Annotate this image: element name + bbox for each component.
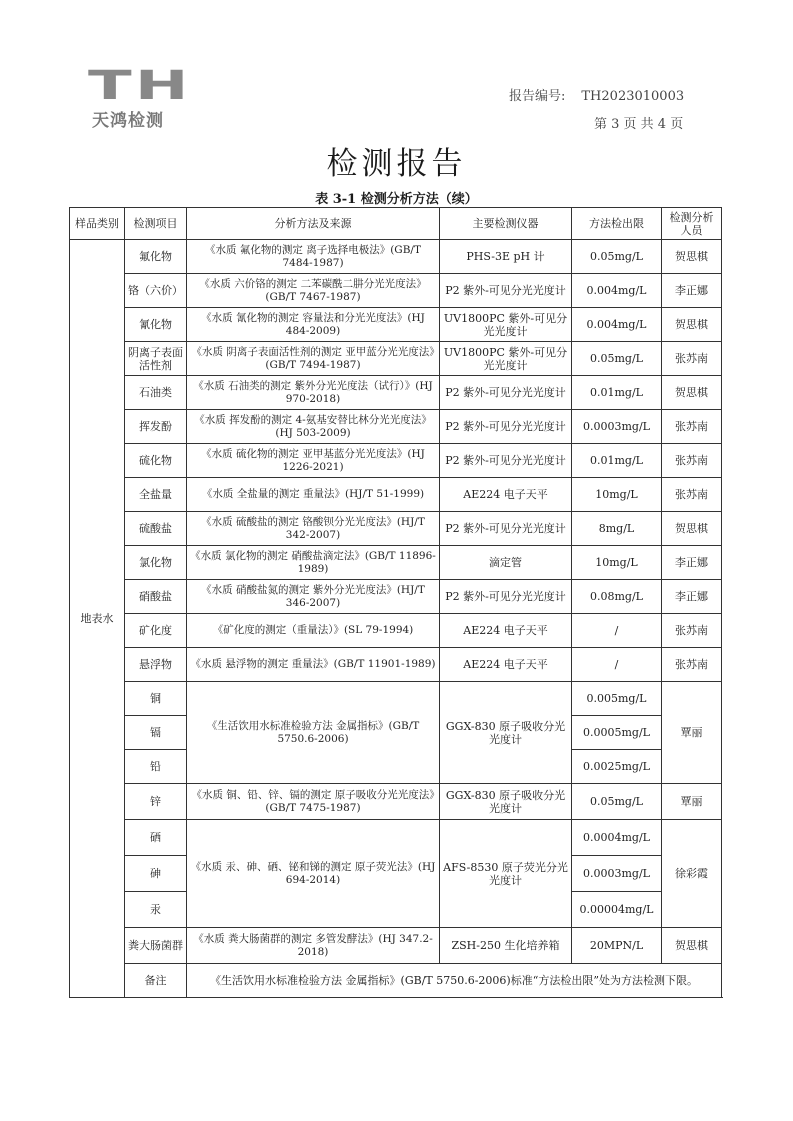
- limit-cell: 0.00004mg/L: [572, 892, 662, 928]
- item-cell: 粪大肠菌群: [125, 928, 187, 964]
- instrument-cell: AE224 电子天平: [440, 648, 572, 682]
- method-cell: 《水质 粪大肠菌群的测定 多管发酵法》(HJ 347.2-2018): [187, 928, 440, 964]
- table-row: [70, 648, 722, 682]
- analyst-cell: 李正娜: [662, 580, 722, 614]
- logo-mark: TH: [88, 63, 192, 109]
- item-cell: 砷: [125, 856, 187, 892]
- method-cell: 《生活饮用水标准检验方法 金属指标》(GB/T 5750.6-2006): [187, 682, 440, 784]
- limit-cell: 10mg/L: [572, 478, 662, 512]
- report-number: [509, 85, 684, 104]
- instrument-cell: GGX-830 原子吸收分光光度计: [440, 784, 572, 820]
- analyst-cell: 贺思棋: [662, 308, 722, 342]
- table-row: [70, 682, 722, 716]
- item-cell: 硒: [125, 820, 187, 856]
- table-row: [70, 274, 722, 308]
- report-title: 检测报告: [326, 146, 467, 182]
- method-cell: 《矿化度的测定（重量法）》(SL 79-1994): [187, 614, 440, 648]
- instrument-cell: AE224 电子天平: [440, 614, 572, 648]
- limit-cell: 0.08mg/L: [572, 580, 662, 614]
- item-cell: 硫酸盐: [125, 512, 187, 546]
- item-cell: 硫化物: [125, 444, 187, 478]
- analyst-cell: 李正娜: [662, 546, 722, 580]
- method-cell: 《水质 氰化物的测定 容量法和分光光度法》(HJ 484-2009): [187, 308, 440, 342]
- table-row: [70, 614, 722, 648]
- limit-cell: 20MPN/L: [572, 928, 662, 964]
- instrument-cell: P2 紫外-可见分光光度计: [440, 376, 572, 410]
- table-header-row: [70, 208, 722, 240]
- method-cell: 《水质 硝酸盐氮的测定 紫外分光光度法》(HJ/T 346-2007): [187, 580, 440, 614]
- limit-cell: 0.05mg/L: [572, 784, 662, 820]
- col-header: 样品类别: [70, 208, 125, 240]
- table-row: [70, 820, 722, 856]
- item-cell: 汞: [125, 892, 187, 928]
- method-cell: 《水质 挥发酚的测定 4-氨基安替比林分光光度法》(HJ 503-2009): [187, 410, 440, 444]
- item-cell: 镉: [125, 716, 187, 750]
- method-cell: 《水质 氯化物的测定 硝酸盐滴定法》(GB/T 11896-1989): [187, 546, 440, 580]
- method-cell: 《水质 铜、铅、锌、镉的测定 原子吸收分光光度法》(GB/T 7475-1987): [187, 784, 440, 820]
- report-number-label: 报告编号:: [509, 89, 566, 104]
- analyst-cell: 张苏南: [662, 410, 722, 444]
- analyst-cell: 李正娜: [662, 274, 722, 308]
- table-row: [70, 928, 722, 964]
- col-header: 检测分析人员: [662, 208, 722, 240]
- instrument-cell: P2 紫外-可见分光光度计: [440, 410, 572, 444]
- instrument-cell: GGX-830 原子吸收分光光度计: [440, 682, 572, 784]
- col-header: 分析方法及来源: [187, 208, 440, 240]
- analyst-cell: 张苏南: [662, 444, 722, 478]
- table-row: [70, 580, 722, 614]
- method-cell: 《水质 硫化物的测定 亚甲基蓝分光光度法》(HJ 1226-2021): [187, 444, 440, 478]
- limit-cell: 0.0005mg/L: [572, 716, 662, 750]
- instrument-cell: PHS-3E pH 计: [440, 240, 572, 274]
- logo-text: 天鸿检测: [92, 111, 164, 131]
- method-cell: 《水质 汞、砷、硒、铋和锑的测定 原子荧光法》(HJ 694-2014): [187, 820, 440, 928]
- note-text: 《生活饮用水标准检验方法 金属指标》(GB/T 5750.6-2006)标准“方法检出限”处为方法检测下限。: [187, 964, 722, 998]
- limit-cell: 0.0004mg/L: [572, 820, 662, 856]
- table-row: [70, 308, 722, 342]
- analyst-cell: 贺思棋: [662, 928, 722, 964]
- company-logo: [88, 63, 213, 131]
- limit-cell: 0.005mg/L: [572, 682, 662, 716]
- limit-cell: /: [572, 614, 662, 648]
- method-cell: 《水质 全盐量的测定 重量法》(HJ/T 51-1999): [187, 478, 440, 512]
- instrument-cell: ZSH-250 生化培养箱: [440, 928, 572, 964]
- item-cell: 悬浮物: [125, 648, 187, 682]
- limit-cell: /: [572, 648, 662, 682]
- table-row: [70, 546, 722, 580]
- page-info: 第 3 页 共 4 页: [594, 117, 684, 132]
- limit-cell: 0.0003mg/L: [572, 856, 662, 892]
- item-cell: 挥发酚: [125, 410, 187, 444]
- analyst-cell: 张苏南: [662, 648, 722, 682]
- limit-cell: 0.004mg/L: [572, 308, 662, 342]
- instrument-cell: UV1800PC 紫外-可见分光光度计: [440, 308, 572, 342]
- table-row: [70, 342, 722, 376]
- item-cell: 铜: [125, 682, 187, 716]
- analyst-cell: 徐彩霞: [662, 820, 722, 928]
- limit-cell: 8mg/L: [572, 512, 662, 546]
- limit-cell: 0.05mg/L: [572, 342, 662, 376]
- item-cell: 全盐量: [125, 478, 187, 512]
- limit-cell: 10mg/L: [572, 546, 662, 580]
- limit-cell: 0.05mg/L: [572, 240, 662, 274]
- item-cell: 铅: [125, 750, 187, 784]
- instrument-cell: AE224 电子天平: [440, 478, 572, 512]
- analyst-cell: 张苏南: [662, 478, 722, 512]
- table-row: [70, 444, 722, 478]
- method-table: [69, 207, 722, 998]
- method-cell: 《水质 石油类的测定 紫外分光光度法（试行）》(HJ 970-2018): [187, 376, 440, 410]
- instrument-cell: 滴定管: [440, 546, 572, 580]
- analyst-cell: 贺思棋: [662, 376, 722, 410]
- analyst-cell: 贺思棋: [662, 512, 722, 546]
- item-cell: 锌: [125, 784, 187, 820]
- instrument-cell: UV1800PC 紫外-可见分光光度计: [440, 342, 572, 376]
- item-cell: 硝酸盐: [125, 580, 187, 614]
- analyst-cell: 贺思棋: [662, 240, 722, 274]
- item-cell: 氯化物: [125, 546, 187, 580]
- method-cell: 《水质 悬浮物的测定 重量法》(GB/T 11901-1989): [187, 648, 440, 682]
- table-row: [70, 240, 722, 274]
- sample-category: 地表水: [70, 240, 125, 998]
- limit-cell: 0.01mg/L: [572, 376, 662, 410]
- table-row: [70, 512, 722, 546]
- limit-cell: 0.01mg/L: [572, 444, 662, 478]
- note-row: [70, 964, 722, 998]
- instrument-cell: P2 紫外-可见分光光度计: [440, 274, 572, 308]
- method-cell: 《水质 六价铬的测定 二苯碳酰二肼分光光度法》(GB/T 7467-1987): [187, 274, 440, 308]
- item-cell: 石油类: [125, 376, 187, 410]
- analyst-cell: 张苏南: [662, 342, 722, 376]
- table-row: [70, 410, 722, 444]
- item-cell: 阴离子表面活性剂: [125, 342, 187, 376]
- col-header: 检测项目: [125, 208, 187, 240]
- col-header: 方法检出限: [572, 208, 662, 240]
- report-number-value: TH2023010003: [581, 89, 685, 104]
- analyst-cell: 覃丽: [662, 784, 722, 820]
- limit-cell: 0.0025mg/L: [572, 750, 662, 784]
- instrument-cell: AFS-8530 原子荧光分光光度计: [440, 820, 572, 928]
- instrument-cell: P2 紫外-可见分光光度计: [440, 444, 572, 478]
- limit-cell: 0.0003mg/L: [572, 410, 662, 444]
- instrument-cell: P2 紫外-可见分光光度计: [440, 580, 572, 614]
- item-cell: 氟化物: [125, 240, 187, 274]
- note-label: 备注: [125, 964, 187, 998]
- col-header: 主要检测仪器: [440, 208, 572, 240]
- table-row: [70, 784, 722, 820]
- table-title: 表 3-1 检测分析方法（续）: [315, 192, 478, 207]
- item-cell: 矿化度: [125, 614, 187, 648]
- table-row: [70, 376, 722, 410]
- method-cell: 《水质 氟化物的测定 离子选择电极法》(GB/T 7484-1987): [187, 240, 440, 274]
- item-cell: 氰化物: [125, 308, 187, 342]
- limit-cell: 0.004mg/L: [572, 274, 662, 308]
- instrument-cell: P2 紫外-可见分光光度计: [440, 512, 572, 546]
- table-row: [70, 478, 722, 512]
- analyst-cell: 张苏南: [662, 614, 722, 648]
- analyst-cell: 覃丽: [662, 682, 722, 784]
- method-cell: 《水质 硫酸盐的测定 铬酸钡分光光度法》(HJ/T 342-2007): [187, 512, 440, 546]
- method-cell: 《水质 阴离子表面活性剂的测定 亚甲蓝分光光度法》(GB/T 7494-1987): [187, 342, 440, 376]
- item-cell: 铬（六价）: [125, 274, 187, 308]
